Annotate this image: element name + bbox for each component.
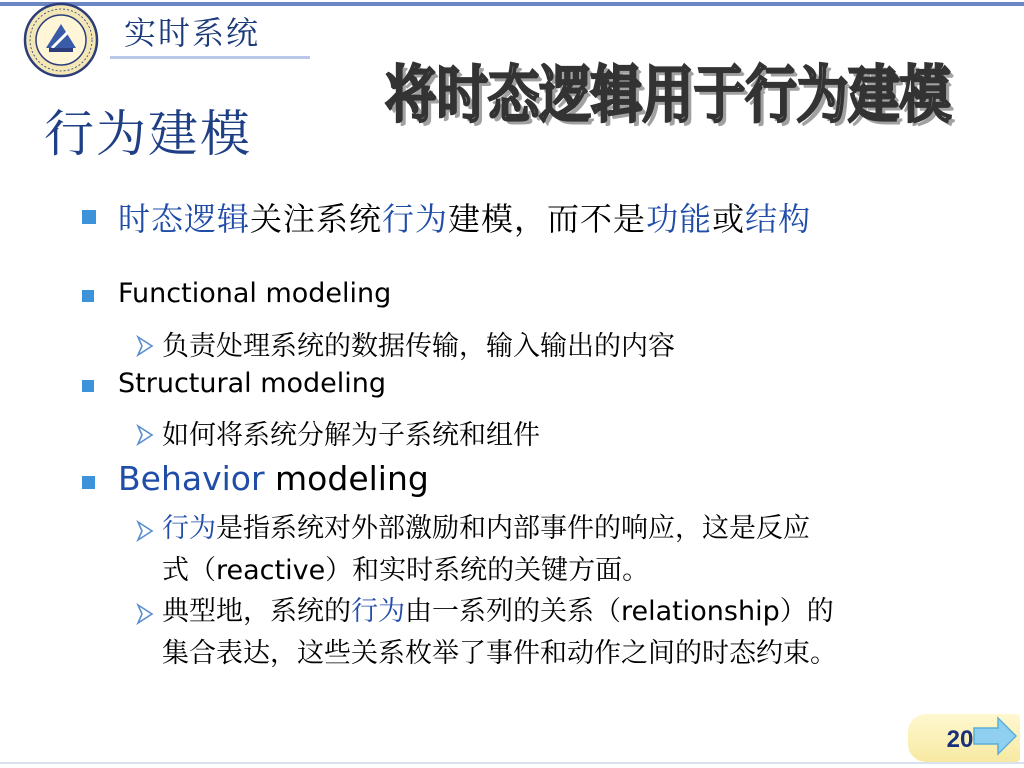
top-rule <box>0 2 1024 6</box>
course-title-underline <box>110 56 310 59</box>
behavior-sub-1-line-1-run-0: 式（reactive）和实时系统的关键方面。 <box>162 555 650 586</box>
svg-text:将时态逻辑用于行为建模: 将时态逻辑用于行为建模 <box>389 62 956 135</box>
behavior-sub-2-line-0-run-2: 由一系列的关系（relationship）的 <box>405 596 834 627</box>
svg-text:将时态逻辑用于行为建模: 将时态逻辑用于行为建模 <box>385 58 952 131</box>
behavior-sub-2-line-1 <box>162 633 1012 675</box>
behavior-sub-2-line-1-run-0: 集合表达，这些关系枚举了事件和动作之间的时态约束。 <box>162 638 837 669</box>
behavior-sub-1-line-1 <box>162 550 1012 592</box>
behavior-word: Behavior <box>118 459 265 498</box>
arrowhead-bullet-icon <box>136 603 154 625</box>
bullet-1-run-3: 建模，而不是 <box>448 200 647 238</box>
arrowhead-bullet-icon <box>136 335 154 357</box>
behavior-definition <box>162 508 1012 592</box>
bullet-1-run-6: 结构 <box>745 200 812 238</box>
structural-modeling-label: Structural modeling <box>118 368 387 399</box>
bullet-1-run-0: 时态逻辑 <box>118 200 251 238</box>
structural-modeling-desc: 如何将系统分解为子系统和组件 <box>162 420 540 451</box>
bottom-rule <box>0 762 1024 764</box>
page-number: 20 <box>946 726 974 753</box>
bullet-1-run-1: 关注系统 <box>250 200 383 238</box>
modeling-word: modeling <box>264 459 429 498</box>
bullet-1-run-5: 或 <box>712 200 746 238</box>
behavior-sub-2-line-0 <box>162 591 1012 633</box>
wordart-title <box>350 46 990 142</box>
slide-title: 行为建模 <box>44 105 252 163</box>
university-seal-icon <box>22 2 100 78</box>
square-bullet-icon <box>82 210 96 224</box>
course-title: 实时系统 <box>124 14 261 52</box>
behavior-sub-1-line-0-run-1: 是指系统对外部激励和内部事件的响应，这是反应 <box>216 513 810 544</box>
bullet-1-run-4: 功能 <box>646 200 713 238</box>
bullet-1-run-2: 行为 <box>382 200 449 238</box>
square-bullet-icon <box>82 290 94 302</box>
functional-modeling-label: Functional modeling <box>118 278 392 309</box>
behavior-relationships <box>162 591 1012 675</box>
next-arrow-icon[interactable] <box>970 714 1020 758</box>
behavior-sub-1-line-0 <box>162 508 1012 550</box>
behavior-sub-2-line-0-run-0: 典型地，系统的 <box>162 596 351 627</box>
behavior-sub-2-line-0-run-1: 行为 <box>351 596 405 627</box>
square-bullet-icon <box>82 476 95 489</box>
functional-modeling-desc: 负责处理系统的数据传输，输入输出的内容 <box>162 331 675 362</box>
behavior-sub-1-line-0-run-0: 行为 <box>162 513 216 544</box>
arrowhead-bullet-icon <box>136 520 154 542</box>
behavior-modeling-label <box>118 459 429 498</box>
square-bullet-icon <box>82 380 94 392</box>
bullet-temporal-logic <box>118 194 811 240</box>
arrowhead-bullet-icon <box>136 424 154 446</box>
